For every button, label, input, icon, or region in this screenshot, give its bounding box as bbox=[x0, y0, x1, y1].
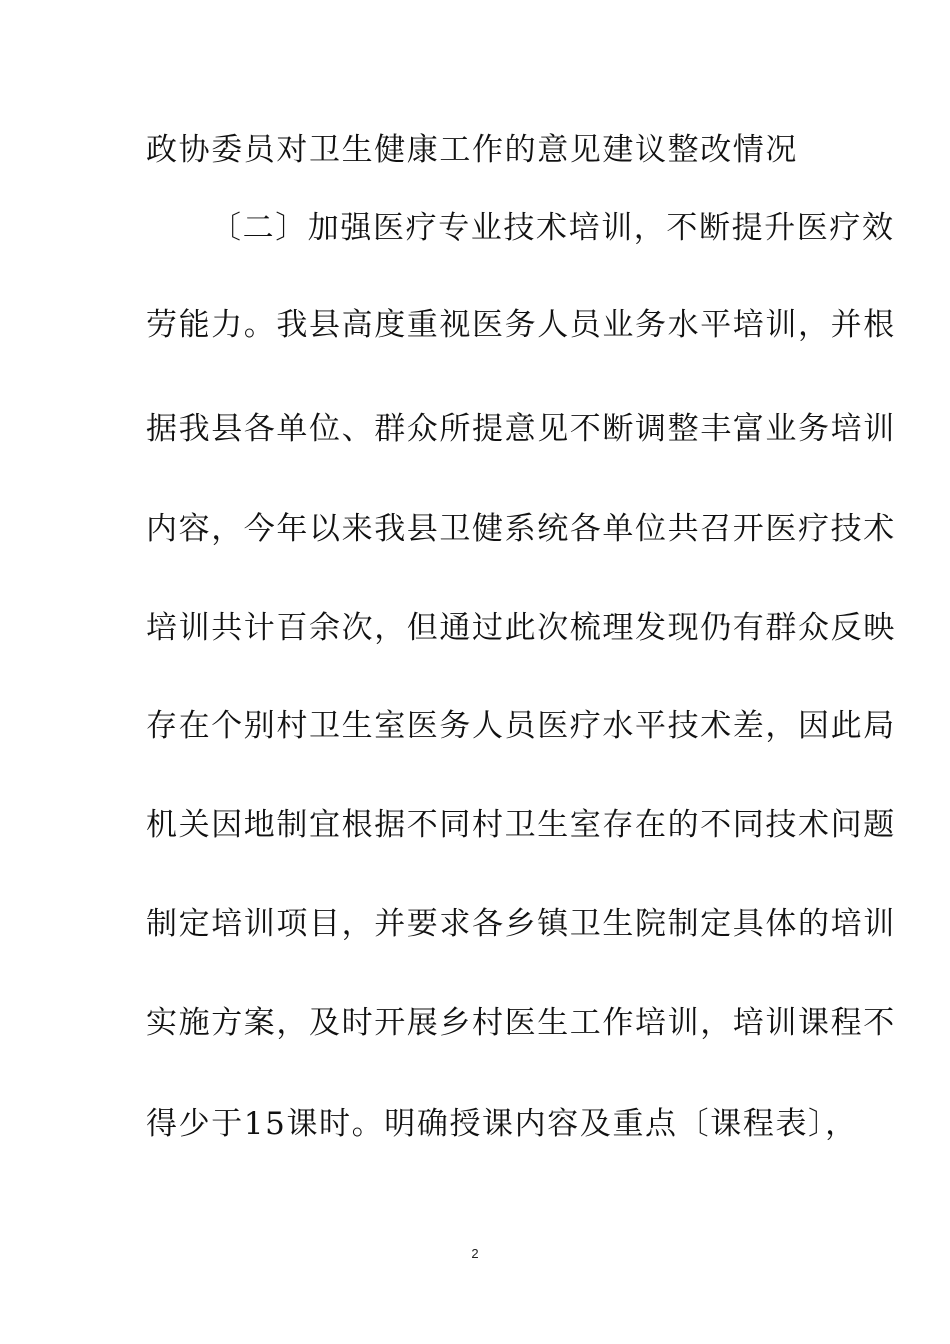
text-line-3: 劳能力。我县高度重视医务人员业务水平培训，并根 bbox=[146, 307, 896, 343]
text-line-1: 政协委员对卫生健康工作的意见建议整改情况 bbox=[146, 132, 798, 168]
text-line-5: 内容，今年以来我县卫健系统各单位共召开医疗技术 bbox=[146, 511, 896, 547]
page-number: 2 bbox=[471, 1246, 479, 1261]
section-heading-line: 〔二〕加强医疗专业技术培训，不断提升医疗效 bbox=[210, 210, 895, 246]
text-line-8: 机关因地制宜根据不同村卫生室存在的不同技术问题 bbox=[146, 807, 896, 843]
text-line-11: 得少于15课时。明确授课内容及重点〔课程表〕， bbox=[146, 1106, 858, 1142]
text-line-4: 据我县各单位、群众所提意见不断调整丰富业务培训 bbox=[146, 411, 896, 447]
text-line-10: 实施方案，及时开展乡村医生工作培训，培训课程不 bbox=[146, 1005, 896, 1041]
text-line-7: 存在个别村卫生室医务人员医疗水平技术差，因此局 bbox=[146, 708, 896, 744]
text-line-6: 培训共计百余次，但通过此次梳理发现仍有群众反映 bbox=[146, 610, 896, 646]
text-line-9: 制定培训项目，并要求各乡镇卫生院制定具体的培训 bbox=[146, 906, 896, 942]
